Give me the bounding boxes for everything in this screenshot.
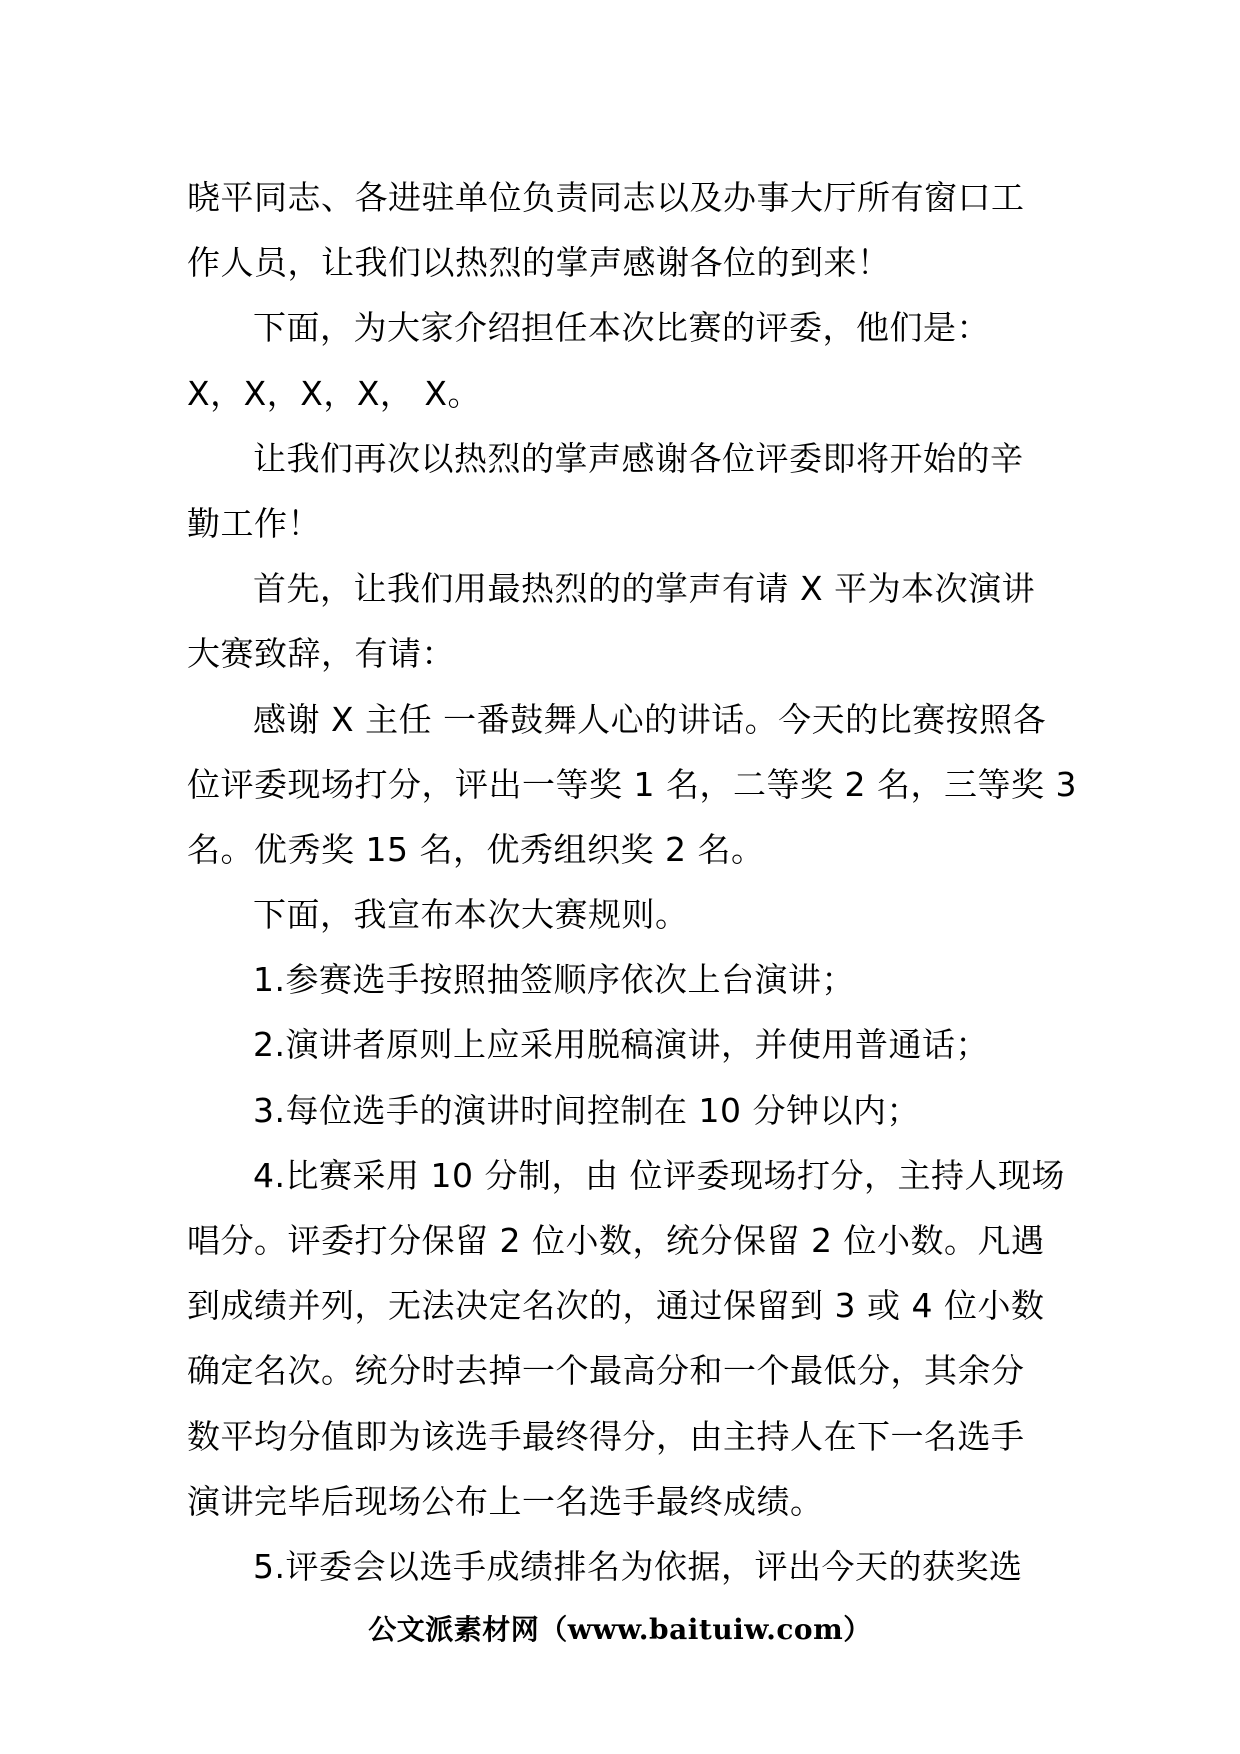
rule-item: 4.比赛采用 10 分制，由 位评委现场打分，主持人现场 (253, 1155, 1065, 1195)
text-line: 大赛致辞，有请： (187, 634, 455, 674)
rule-item: 5.评委会以选手成绩排名为依据，评出今天的获奖选 (253, 1546, 1023, 1586)
text-line: 感谢 X 主任 一番鼓舞人心的讲话。今天的比赛按照各 (253, 699, 1047, 739)
rule-item: 3.每位选手的演讲时间控制在 10 分钟以内； (253, 1090, 920, 1130)
text-line: 下面，为大家介绍担任本次比赛的评委，他们是： (253, 308, 990, 348)
text-line: 到成绩并列，无法决定名次的，通过保留到 3 或 4 位小数 (187, 1286, 1045, 1326)
text-line: 下面，我宣布本次大赛规则。 (253, 895, 689, 935)
text-line: 首先，让我们用最热烈的的掌声有请 X 平为本次演讲 (253, 569, 1036, 609)
rule-item: 1.参赛选手按照抽签顺序依次上台演讲； (253, 960, 855, 1000)
footer-source-label: 公文派素材网（www.baituiw.com） (368, 1613, 872, 1646)
document-body (187, 165, 1077, 1599)
text-line: 作人员，让我们以热烈的掌声感谢各位的到来！ (187, 243, 891, 283)
text-line: 勤工作！ (187, 503, 321, 543)
text-line: 确定名次。统分时去掉一个最高分和一个最低分，其余分 (187, 1351, 1025, 1391)
text-line: 名。优秀奖 15 名，优秀组织奖 2 名。 (187, 829, 765, 869)
text-line: 晓平同志、各进驻单位负责同志以及办事大厅所有窗口工 (187, 178, 1025, 217)
text-line: 数平均分值即为该选手最终得分，由主持人在下一名选手 (187, 1416, 1025, 1456)
text-line: 唱分。评委打分保留 2 位小数，统分保留 2 位小数。凡遇 (187, 1221, 1045, 1260)
rule-item: 2.演讲者原则上应采用脱稿演讲，并使用普通话； (253, 1025, 989, 1065)
text-line: 位评委现场打分，评出一等奖 1 名，二等奖 2 名，三等奖 3 (187, 764, 1077, 804)
text-line: 让我们再次以热烈的掌声感谢各位评委即将开始的辛 (253, 438, 1024, 478)
text-line: 演讲完毕后现场公布上一名选手最终成绩。 (187, 1481, 824, 1521)
text-line: X，X，X，X， X。 (187, 373, 482, 413)
